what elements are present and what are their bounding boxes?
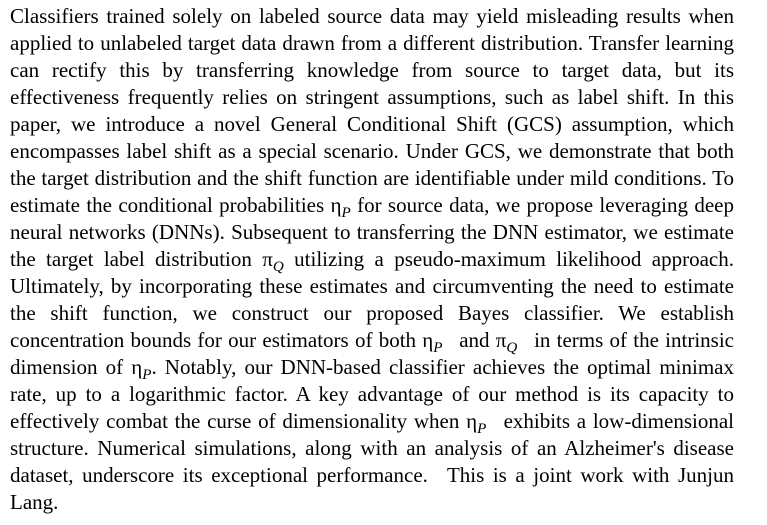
inline-math-pi-q — [262, 247, 284, 276]
inline-math-eta-p — [131, 355, 152, 384]
math-subscript: P — [341, 205, 351, 222]
abstract-paragraph: Classifiers trained solely on labeled source data may yield misleading results when applied to unlabeled target data drawn from a different distribution. Transfer learning can rectify this by transferring knowledge from source to target data, but its effectiveness frequently relies on stringent assumptions, such as label shift. In this paper, we introduce a novel General Conditional Shift (GCS) assumption, which encompasses label shift as a special scenario. Under GCS, we demonstrate that both the target distribution and the shift function are identifiable under mild conditions. To estimate the conditional probabilities $\eta_P$ for source data, we propose leveraging deep neural networks (DNNs). Subsequent to transferring the DNN estimator, we estimate the target label distribution $\pi_Q$ utilizing a pseudo-maximum likelihood approach. Ultimately, by incorporating these estimates and circumventing the need to estimate the shift function, we construct our proposed Bayes classifier. We establish concentration bounds for our estimators of both $\eta_P$ and $\pi_Q$ in terms of the intrinsic dimension of $\eta_P$. Notably, our DNN-based classifier achieves the optimal minimax rate, up to a logarithmic factor. A key advantage of our method is its capacity to effectively combat the curse of dimensionality when $\eta_P$ exhibits a low-dimensional structure. Numerical simulations, along with an analysis of an Alzheimer's disease dataset, underscore its exceptional performance. This is a joint work with Junjun Lang. — [10, 4, 734, 514]
inline-math-eta-p — [330, 193, 351, 222]
inline-math-eta-p — [466, 409, 487, 438]
math-symbol: π — [262, 247, 273, 271]
math-symbol: η — [330, 193, 342, 217]
math-subscript: Q — [272, 259, 284, 276]
math-symbol: η — [131, 355, 143, 379]
math-symbol: η — [466, 409, 478, 433]
math-subscript: P — [142, 367, 152, 384]
inline-math-eta-p — [422, 328, 443, 357]
inline-math-pi-q — [495, 328, 518, 357]
math-subscript: Q — [506, 340, 518, 357]
math-subscript: P — [433, 340, 443, 357]
math-symbol: η — [422, 328, 434, 352]
math-symbol: π — [495, 328, 507, 352]
math-subscript: P — [477, 421, 487, 438]
